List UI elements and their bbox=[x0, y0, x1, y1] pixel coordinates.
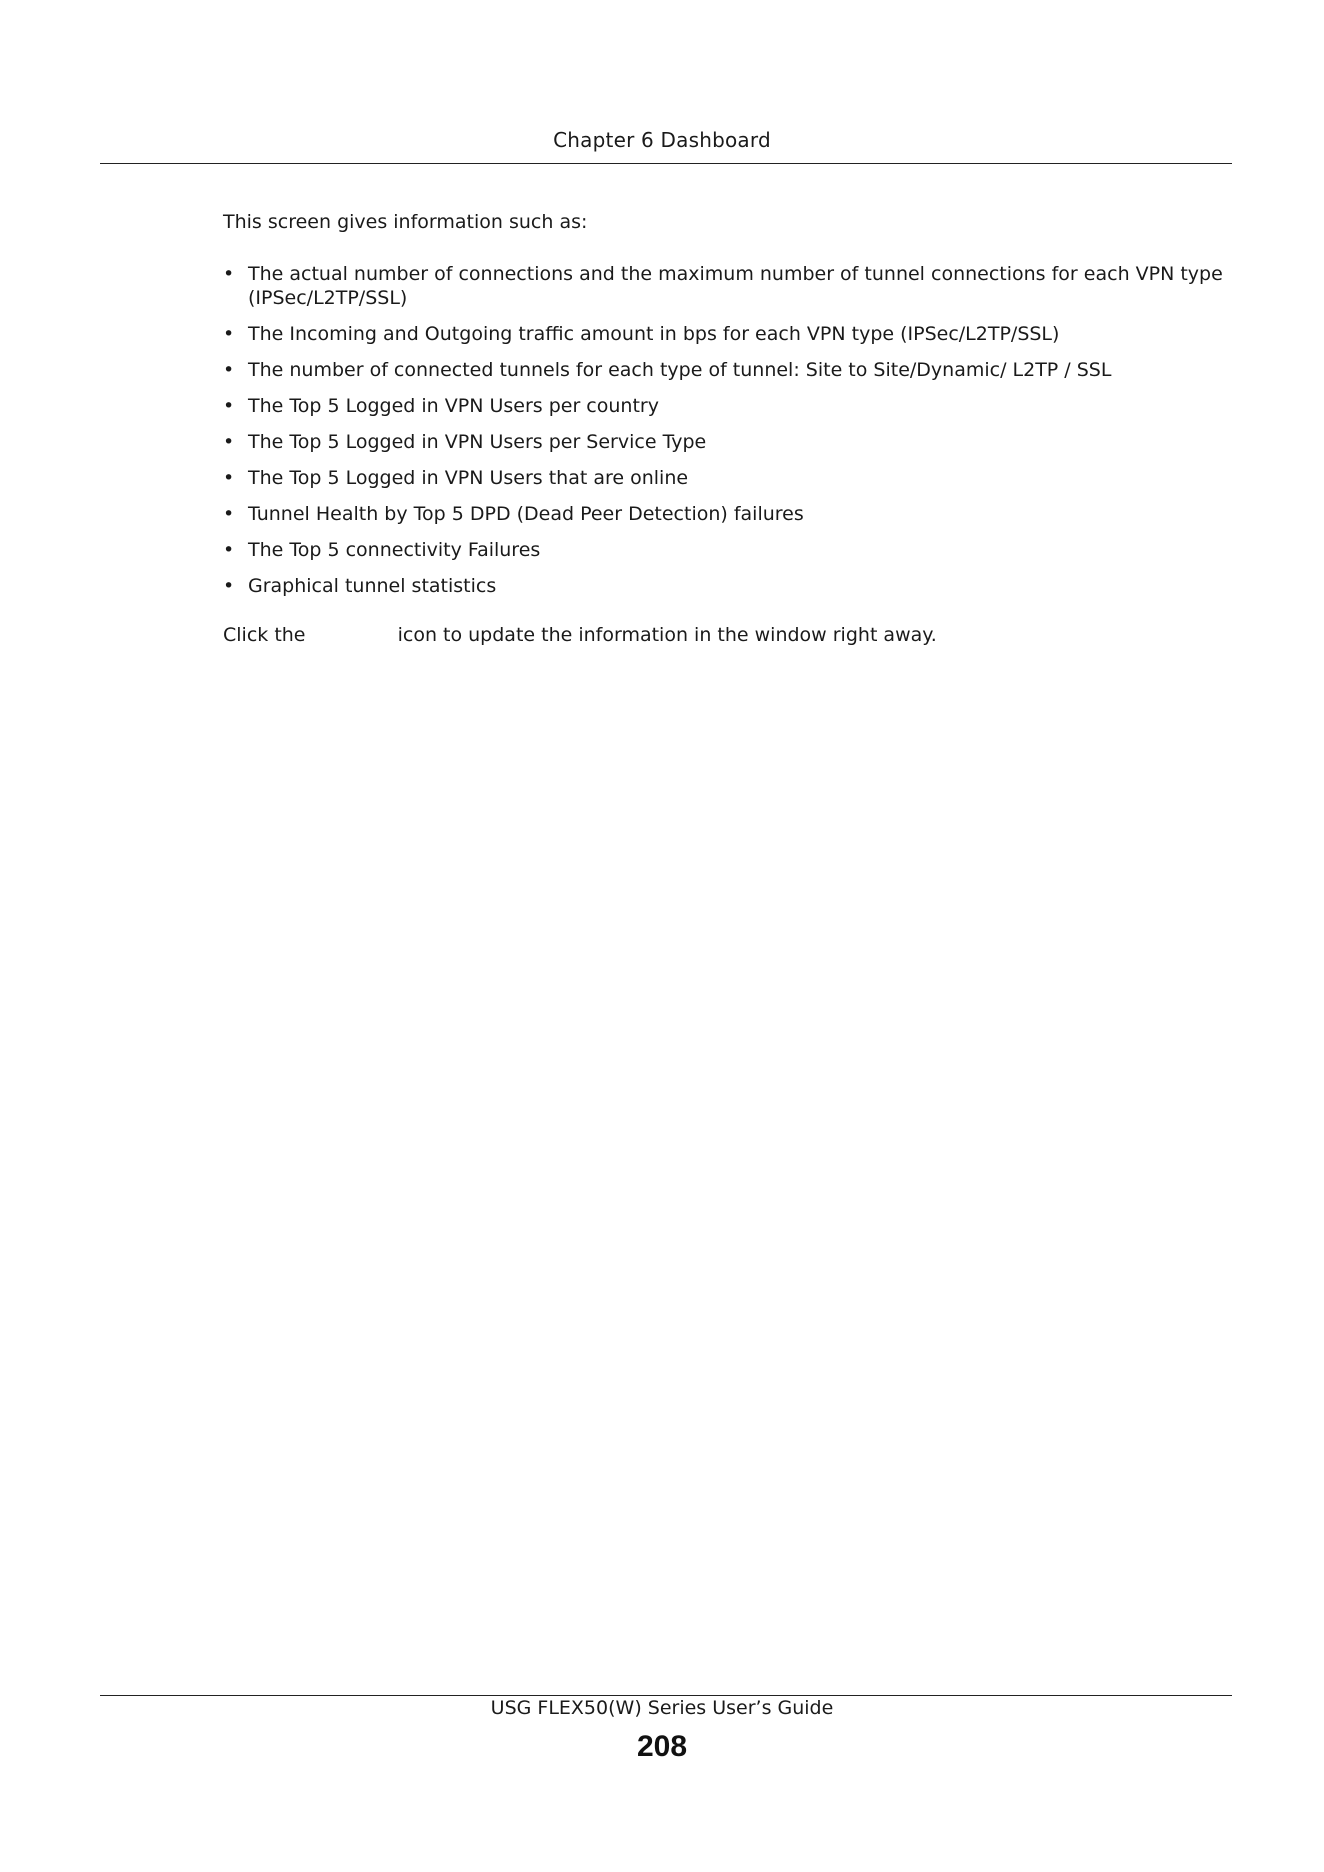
bullet-item: • The actual number of connections and the maximum number of tunnel connections for each VPN type (IPSec/L2TP/SSL) bbox=[223, 262, 1223, 310]
footer-rule bbox=[100, 1695, 1232, 1696]
refresh-instruction-prefix: Click the bbox=[223, 624, 306, 646]
bullet-item: • Graphical tunnel statistics bbox=[223, 574, 1223, 598]
chapter-header: Chapter 6 Dashboard bbox=[553, 128, 771, 152]
bullet-item: • The Top 5 Logged in VPN Users per country bbox=[223, 394, 1223, 418]
intro-text: This screen gives information such as: bbox=[223, 211, 588, 233]
bullet-item: • The Incoming and Outgoing traffic amount in bps for each VPN type (IPSec/L2TP/SSL) bbox=[223, 322, 1223, 346]
guide-title: USG FLEX50(W) Series User’s Guide bbox=[490, 1697, 834, 1719]
header-rule bbox=[100, 163, 1232, 164]
info-bullet-list bbox=[223, 262, 1223, 610]
bullet-item: • Tunnel Health by Top 5 DPD (Dead Peer Detection) failures bbox=[223, 502, 1223, 526]
bullet-item: • The Top 5 Logged in VPN Users per Service Type bbox=[223, 430, 1223, 454]
refresh-instruction bbox=[223, 624, 937, 646]
bullet-item: • The Top 5 connectivity Failures bbox=[223, 538, 1223, 562]
refresh-icon bbox=[312, 626, 392, 646]
bullet-item: • The number of connected tunnels for each type of tunnel: Site to Site/Dynamic/ L2TP / SSL bbox=[223, 358, 1223, 382]
page-number: 208 bbox=[636, 1730, 688, 1763]
bullet-item: • The Top 5 Logged in VPN Users that are online bbox=[223, 466, 1223, 490]
refresh-instruction-suffix: icon to update the information in the window right away. bbox=[397, 624, 937, 646]
